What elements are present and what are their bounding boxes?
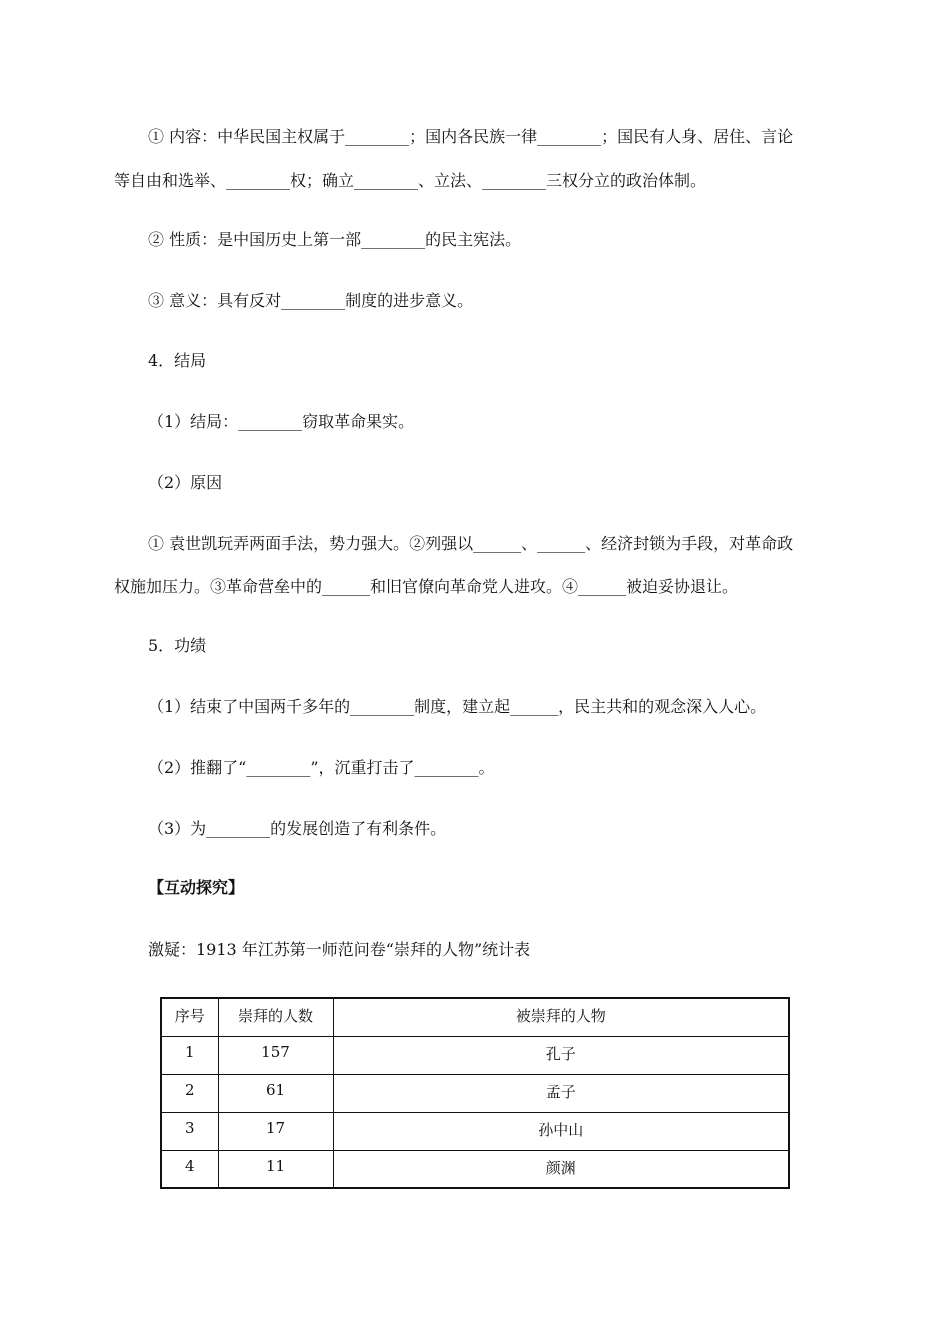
cell-person: 孙中山 xyxy=(333,1112,789,1150)
header-person: 被崇拜的人物 xyxy=(333,998,789,1036)
table-row xyxy=(161,1074,789,1112)
section-title: 【互动探究】 xyxy=(148,878,245,897)
constitution-content-line-2: 等自由和选举、________权；确立________、立法、________三权分立的政治体制。 xyxy=(114,171,707,190)
cell-index: 1 xyxy=(161,1036,218,1074)
heading-merits: 5．功绩 xyxy=(148,636,207,655)
outcome-reason-title: （2）原因 xyxy=(148,473,223,492)
cell-index: 4 xyxy=(161,1150,218,1188)
worship-statistics-table xyxy=(160,997,790,1189)
table-row xyxy=(161,1036,789,1074)
header-index: 序号 xyxy=(161,998,218,1036)
merit-2: （2）推翻了“________”，沉重打击了________。 xyxy=(148,758,495,777)
cell-count: 157 xyxy=(218,1036,333,1074)
constitution-content-line-1: ① 内容：中华民国主权属于________；国内各民族一律________；国民有人身、居住、言论 xyxy=(148,127,794,146)
constitution-nature: ② 性质：是中国历史上第一部________的民主宪法。 xyxy=(148,230,522,249)
outcome-reason-line-2: 权施加压力。③革命营垒中的______和旧官僚向革命党人进攻。④______被迫妥协退让。 xyxy=(114,577,739,596)
outcome-result: （1）结局：________窃取革命果实。 xyxy=(148,412,415,431)
table-caption: 激疑：1913 年江苏第一师范问卷“崇拜的人物”统计表 xyxy=(148,940,531,959)
cell-count: 11 xyxy=(218,1150,333,1188)
outcome-reason-line-1: ① 袁世凯玩弄两面手法，势力强大。②列强以______、______、经济封锁为手段，对革命政 xyxy=(148,534,794,553)
table-header-row xyxy=(161,998,789,1036)
cell-index: 2 xyxy=(161,1074,218,1112)
merit-1: （1）结束了中国两千多年的________制度，建立起______，民主共和的观念深入人心。 xyxy=(148,697,767,716)
cell-count: 17 xyxy=(218,1112,333,1150)
cell-person: 孟子 xyxy=(333,1074,789,1112)
header-count: 崇拜的人数 xyxy=(218,998,333,1036)
cell-person: 孔子 xyxy=(333,1036,789,1074)
cell-count: 61 xyxy=(218,1074,333,1112)
constitution-significance: ③ 意义：具有反对________制度的进步意义。 xyxy=(148,291,474,310)
cell-index: 3 xyxy=(161,1112,218,1150)
heading-outcome: 4．结局 xyxy=(148,351,207,370)
merit-3: （3）为________的发展创造了有利条件。 xyxy=(148,819,447,838)
table-row xyxy=(161,1150,789,1188)
table-row xyxy=(161,1112,789,1150)
cell-person: 颜渊 xyxy=(333,1150,789,1188)
